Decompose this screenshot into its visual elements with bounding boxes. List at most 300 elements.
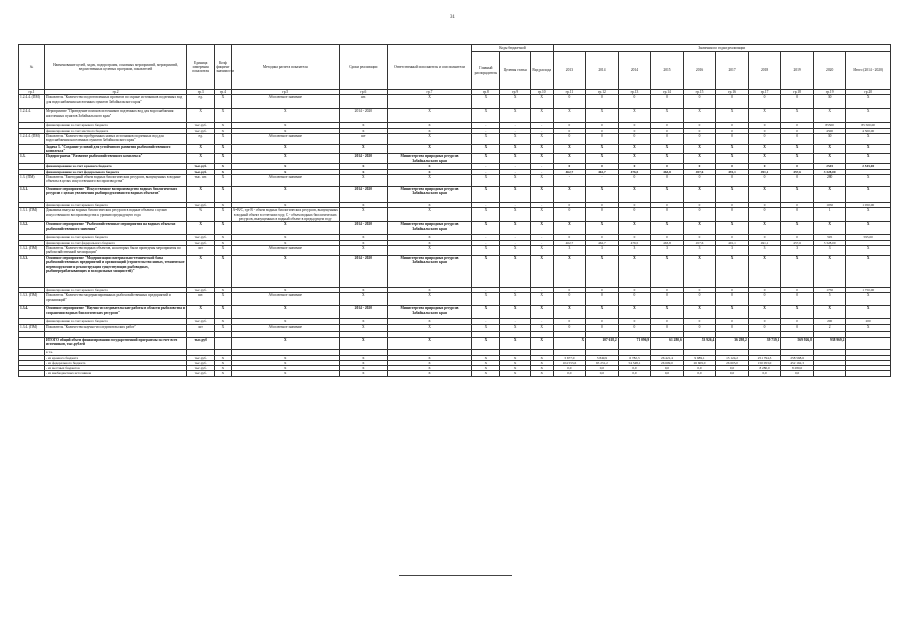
table-cell: -: [472, 203, 500, 208]
column-index-cell: гр.19: [813, 90, 846, 95]
table-cell: X: [215, 95, 231, 109]
value-cell: X: [846, 306, 891, 319]
table-cell: Министерство природных ресурсов Забайкальского края: [387, 187, 472, 203]
value-cell: 13 124,2: [716, 355, 749, 360]
table-cell: X: [530, 95, 553, 109]
table-row: [19, 175, 891, 187]
value-cell: 0: [651, 95, 684, 109]
table-cell: X: [387, 366, 472, 371]
table-cell: X: [231, 235, 339, 240]
row-name-cell: Показатель "Количество пробуренных новых источников подземных вод для водоснабжения населенных пунктов Забайкальского края": [45, 133, 187, 144]
table-cell: X: [231, 222, 339, 235]
table-cell: X: [530, 245, 553, 255]
value-cell: X: [683, 109, 716, 123]
value-cell: 39 739,1: [748, 337, 781, 349]
value-cell: 0: [716, 133, 749, 144]
value-cell: X: [846, 324, 891, 331]
value-cell: X: [586, 144, 619, 154]
value-cell: 491,1: [748, 240, 781, 245]
value-cell: 476,5: [618, 240, 651, 245]
value-cell: [813, 371, 846, 376]
table-cell: X: [215, 187, 231, 203]
value-cell: 0: [748, 293, 781, 306]
value-cell: 0: [618, 164, 651, 169]
row-name-cell: в т.ч.: [45, 349, 187, 355]
table-cell: X: [231, 337, 339, 349]
value-cell: 0,0: [586, 371, 619, 376]
value-cell: 0: [716, 319, 749, 324]
row-number-cell: 1.3.3. (ПМ): [19, 293, 45, 306]
value-cell: 457,6: [683, 240, 716, 245]
table-cell: X: [530, 293, 553, 306]
value-cell: 0: [748, 319, 781, 324]
table-row: [19, 144, 891, 154]
value-cell: 595,00: [846, 235, 891, 240]
table-cell: X: [231, 187, 339, 203]
table-cell: -: [500, 203, 530, 208]
value-cell: 0: [683, 293, 716, 306]
table-row: [19, 245, 891, 255]
row-name-cell: - из краевого бюджета: [45, 355, 187, 360]
table-cell: Абсолютное значение: [231, 175, 339, 187]
table-row: [19, 324, 891, 331]
value-cell: 0,0: [553, 366, 586, 371]
value-cell: 3 677,0: [553, 355, 586, 360]
table-cell: X: [472, 133, 500, 144]
row-name-cell: финансирование за счет краевого бюджета: [45, 319, 187, 324]
column-index-cell: гр.3: [187, 90, 215, 95]
value-cell: 0: [586, 319, 619, 324]
value-cell: 491,1: [748, 169, 781, 174]
value-cell: X: [748, 306, 781, 319]
table-cell: 2014 - 2020: [339, 255, 387, 287]
table-cell: X: [472, 175, 500, 187]
table-cell: тыс.руб.: [187, 128, 215, 133]
value-cell: 71 096,9: [618, 337, 651, 349]
table-cell: -: [500, 169, 530, 174]
table-cell: тыс.руб.: [187, 287, 215, 292]
table-cell: -: [500, 164, 530, 169]
value-cell: X: [683, 154, 716, 164]
value-cell: 0,0: [651, 366, 684, 371]
column-index-cell: гр.16: [716, 90, 749, 95]
value-cell: [846, 371, 891, 376]
value-cell: 0: [651, 319, 684, 324]
table-row: [19, 337, 891, 349]
table-cell: X: [231, 287, 339, 292]
table-cell: X: [187, 109, 215, 123]
table-cell: X: [339, 293, 387, 306]
table-cell: тыс.руб.: [187, 360, 215, 365]
table-cell: X: [387, 109, 472, 123]
program-table: [18, 44, 891, 377]
table-cell: тыс.руб.: [187, 240, 215, 245]
value-cell: 3: [618, 245, 651, 255]
value-cell: 0: [618, 123, 651, 128]
table-cell: X: [530, 371, 553, 376]
table-cell: X: [530, 360, 553, 365]
table-cell: [215, 337, 231, 349]
value-cell: 452 162,3: [781, 360, 814, 365]
value-cell: 0: [553, 208, 586, 222]
value-cell: X: [781, 109, 814, 123]
value-cell: X: [586, 255, 619, 287]
value-cell: X: [618, 109, 651, 123]
row-name-cell: финансирование за счет краевого бюджета: [45, 164, 187, 169]
value-cell: X: [553, 144, 586, 154]
table-cell: тыс.руб.: [187, 235, 215, 240]
table-cell: тыс.руб.: [187, 371, 215, 376]
table-cell: X: [339, 164, 387, 169]
table-cell: Абсолютное значение: [231, 133, 339, 144]
value-cell: 0: [651, 175, 684, 187]
table-cell: -: [500, 319, 530, 324]
value-cell: X: [716, 255, 749, 287]
table-cell: ед.: [187, 95, 215, 109]
value-cell: 104 553,6: [553, 360, 586, 365]
table-cell: X: [500, 355, 530, 360]
table-cell: X: [231, 306, 339, 319]
table-cell: X: [530, 306, 553, 319]
table-cell: X: [339, 287, 387, 292]
value-cell: 3 328,00: [813, 240, 846, 245]
table-cell: X: [339, 144, 387, 154]
value-cell: 0: [651, 133, 684, 144]
row-name-cell: Подпрограмма "Развитие рыбохозяйственного комплекса": [45, 154, 187, 164]
footer-rule: [399, 575, 512, 576]
table-cell: X: [530, 175, 553, 187]
table-cell: X: [339, 240, 387, 245]
table-cell: X: [339, 208, 387, 222]
row-name-cell: Динамика выпуска водных биологических ресурсов в водные объекты с целью искусственного воспроизводства к уровню предыдущего года: [45, 208, 187, 222]
table-row: [19, 306, 891, 319]
table-cell: X: [472, 95, 500, 109]
value-cell: 0: [748, 164, 781, 169]
table-cell: X: [387, 355, 472, 360]
table-cell: X: [500, 293, 530, 306]
table-cell: тыс.руб.: [187, 319, 215, 324]
table-cell: X: [530, 324, 553, 331]
table-cell: X: [500, 306, 530, 319]
value-cell: 0: [586, 133, 619, 144]
value-cell: 0: [716, 128, 749, 133]
value-cell: X: [748, 109, 781, 123]
table-cell: X: [387, 128, 472, 133]
table-cell: X: [472, 245, 500, 255]
table-cell: X: [500, 109, 530, 123]
value-cell: 1: [813, 208, 846, 222]
value-cell: X: [748, 255, 781, 287]
table-cell: X: [339, 324, 387, 331]
table-cell: -: [472, 164, 500, 169]
value-cell: 0: [553, 123, 586, 128]
value-cell: 0: [748, 287, 781, 292]
program-table-wrap: [18, 44, 891, 377]
header-year: 2019: [781, 52, 814, 90]
table-cell: X: [387, 245, 472, 255]
table-cell: X: [500, 175, 530, 187]
value-cell: 0: [781, 133, 814, 144]
table-cell: X: [339, 319, 387, 324]
row-number-cell: [19, 337, 45, 349]
table-cell: X: [231, 169, 339, 174]
value-cell: X: [553, 154, 586, 164]
value-cell: X: [846, 255, 891, 287]
value-cell: 3: [651, 245, 684, 255]
value-cell: 0,0: [683, 371, 716, 376]
value-cell: 0: [781, 123, 814, 128]
table-cell: X: [530, 208, 553, 222]
value-cell: 0,0: [618, 366, 651, 371]
table-cell: X: [500, 324, 530, 331]
value-cell: 200: [846, 319, 891, 324]
value-cell: 0: [683, 164, 716, 169]
table-cell: X: [500, 154, 530, 164]
table-cell: X: [387, 287, 472, 292]
value-cell: 457,6: [683, 169, 716, 174]
table-cell: X: [530, 109, 553, 123]
table-cell: X: [231, 109, 339, 123]
table-cell: -: [530, 164, 553, 169]
value-cell: 0: [748, 203, 781, 208]
value-cell: 0,0: [618, 371, 651, 376]
value-cell: 0: [683, 123, 716, 128]
value-cell: 30: [813, 95, 846, 109]
table-cell: X: [187, 154, 215, 164]
value-cell: 3: [813, 245, 846, 255]
value-cell: X: [716, 187, 749, 203]
row-name-cell: финансирование за счет краевого бюджета: [45, 235, 187, 240]
value-cell: 0: [716, 123, 749, 128]
value-cell: X: [618, 306, 651, 319]
value-cell: X: [586, 306, 619, 319]
table-cell: X: [472, 208, 500, 222]
value-cell: 0: [586, 208, 619, 222]
value-cell: X: [651, 306, 684, 319]
value-cell: 0: [651, 164, 684, 169]
table-cell: X: [231, 154, 339, 164]
table-cell: X: [387, 164, 472, 169]
row-name-cell: - из внебюджетных источников: [45, 371, 187, 376]
header-exp-type: Вид расхода: [530, 52, 553, 90]
table-cell: X: [500, 95, 530, 109]
table-cell: X: [387, 203, 472, 208]
value-cell: 0: [781, 95, 814, 109]
table-cell: -: [500, 287, 530, 292]
table-cell: X: [215, 133, 231, 144]
table-cell: X: [231, 144, 339, 154]
table-cell: X: [215, 208, 231, 222]
value-cell: 0: [683, 128, 716, 133]
value-cell: 54 348,1: [618, 360, 651, 365]
value-cell: X: [813, 222, 846, 235]
table-cell: X: [231, 319, 339, 324]
value-cell: 462,7: [586, 240, 619, 245]
value-cell: 1750: [813, 287, 846, 292]
table-cell: X: [387, 169, 472, 174]
value-cell: [846, 337, 891, 349]
value-cell: 2 545,00: [846, 164, 891, 169]
value-cell: 0: [651, 287, 684, 292]
value-cell: 0: [586, 203, 619, 208]
table-cell: X: [500, 144, 530, 154]
table-cell: X: [500, 133, 530, 144]
table-cell: %: [187, 208, 215, 222]
table-row: [19, 109, 891, 123]
table-cell: X: [472, 187, 500, 203]
value-cell: 200: [813, 319, 846, 324]
value-cell: -: [586, 175, 619, 187]
table-cell: X: [387, 324, 472, 331]
value-cell: X: [618, 144, 651, 154]
value-cell: 0: [651, 123, 684, 128]
row-name-cell: финансирование за счет краевого бюджета: [45, 123, 187, 128]
value-cell: 0: [651, 235, 684, 240]
value-cell: 61 280,6: [651, 337, 684, 349]
table-cell: -: [472, 287, 500, 292]
table-cell: X: [215, 355, 231, 360]
table-cell: X: [339, 360, 387, 365]
value-cell: X: [846, 208, 891, 222]
value-cell: 0: [716, 175, 749, 187]
value-cell: 0: [553, 128, 586, 133]
value-cell: 26 605,0: [716, 360, 749, 365]
table-cell: 2014 - 2020: [339, 109, 387, 123]
row-number-cell: 1.2.4.4.: [19, 109, 45, 123]
table-cell: X: [387, 371, 472, 376]
table-cell: X: [472, 255, 500, 287]
table-cell: Абсолютное значение: [231, 245, 339, 255]
value-cell: X: [618, 255, 651, 287]
value-cell: 0: [781, 287, 814, 292]
row-name-cell: Показатель "Количество модернизированных рыбохозяйственных предприятий и организаций": [45, 293, 187, 306]
table-cell: A=B/C, где B - объем водных биологических ресурсов, выпущенных в водный объект в отчетном году, C - объем водных биологических ресурсов, выпущенных в водный объект в предыдущем году: [232, 208, 338, 221]
value-cell: 280: [813, 175, 846, 187]
value-cell: 0: [683, 287, 716, 292]
value-cell: 0,0: [716, 366, 749, 371]
table-cell: тыс.руб.: [187, 123, 215, 128]
table-cell: Министерство природных ресурсов Забайкальского края: [387, 154, 472, 164]
table-cell: X: [215, 287, 231, 292]
table-cell: X: [472, 337, 500, 349]
table-cell: X: [231, 355, 339, 360]
table-cell: X: [472, 360, 500, 365]
column-index-cell: гр.5: [231, 90, 339, 95]
table-cell: X: [215, 222, 231, 235]
row-name-cell: - из федерального бюджета: [45, 360, 187, 365]
header-method: Методика расчета показателя: [231, 45, 339, 90]
header-year: 2015: [651, 52, 684, 90]
value-cell: 0: [716, 324, 749, 331]
table-cell: X: [387, 144, 472, 154]
table-cell: X: [215, 360, 231, 365]
row-name-cell: Показатель "Количество водных объектов, на которых были проведены мероприятия по рыбохозяйственной мелиорации": [45, 245, 187, 255]
table-cell: -: [500, 128, 530, 133]
value-cell: 0: [651, 208, 684, 222]
value-cell: X: [846, 222, 891, 235]
value-cell: 36 298,2: [716, 337, 749, 349]
value-cell: 0: [716, 203, 749, 208]
table-cell: X: [387, 208, 472, 222]
table-cell: X: [231, 371, 339, 376]
table-cell: шт.: [339, 95, 387, 109]
value-cell: X: [683, 306, 716, 319]
table-cell: тыс.руб.: [187, 164, 215, 169]
table-cell: X: [500, 371, 530, 376]
value-cell: X: [813, 144, 846, 154]
value-cell: 53 926,4: [683, 337, 716, 349]
value-cell: 0: [618, 128, 651, 133]
value-cell: 0,0: [586, 366, 619, 371]
value-cell: X: [781, 306, 814, 319]
value-cell: 0: [716, 293, 749, 306]
row-name-cell: ИТОГО общий объем финансирования государственной программы за счет всех источников, тыс.рублей: [45, 337, 187, 349]
table-cell: X: [215, 169, 231, 174]
column-index-cell: гр.18: [781, 90, 814, 95]
table-cell: X: [387, 293, 472, 306]
table-cell: X: [215, 235, 231, 240]
table-cell: -: [530, 287, 553, 292]
value-cell: X: [813, 306, 846, 319]
value-cell: X: [651, 255, 684, 287]
value-cell: X: [846, 175, 891, 187]
table-cell: X: [500, 245, 530, 255]
value-cell: 0: [716, 235, 749, 240]
value-cell: 0: [553, 293, 586, 306]
value-cell: X: [813, 187, 846, 203]
table-cell: X: [231, 366, 339, 371]
value-cell: 462,7: [586, 169, 619, 174]
value-cell: 0: [683, 203, 716, 208]
value-cell: 0: [553, 203, 586, 208]
value-cell: 8 280,0: [781, 366, 814, 371]
value-cell: 6 782,3: [618, 355, 651, 360]
value-cell: 2: [813, 324, 846, 331]
table-cell: X: [500, 187, 530, 203]
value-cell: X: [553, 337, 586, 349]
table-cell: Министерство природных ресурсов Забайкальского края: [387, 222, 472, 235]
table-cell: 2014 - 2020: [339, 222, 387, 235]
value-cell: 569 926,8: [781, 337, 814, 349]
table-row: [19, 187, 891, 203]
table-cell: X: [187, 144, 215, 154]
value-cell: X: [618, 187, 651, 203]
value-cell: 0,0: [553, 371, 586, 376]
table-cell: X: [472, 306, 500, 319]
value-cell: 9 689,1: [683, 355, 716, 360]
table-cell: X: [472, 154, 500, 164]
header-year: 2013: [553, 52, 586, 90]
row-name-cell: финансирование за счет местного бюджета: [45, 128, 187, 133]
table-cell: X: [215, 245, 231, 255]
value-cell: 0: [716, 164, 749, 169]
value-cell: 0: [716, 208, 749, 222]
value-cell: 0: [618, 175, 651, 187]
value-cell: X: [716, 222, 749, 235]
column-index-cell: гр.10: [530, 90, 553, 95]
table-cell: X: [387, 319, 472, 324]
table-cell: X: [215, 175, 231, 187]
header-no: №: [19, 45, 45, 90]
table-cell: X: [215, 366, 231, 371]
value-cell: X: [553, 306, 586, 319]
value-cell: X: [651, 187, 684, 203]
table-cell: -: [500, 235, 530, 240]
table-cell: X: [500, 366, 530, 371]
header-year: 2014: [618, 52, 651, 90]
row-number-cell: 1.3.1. (ПМ): [19, 208, 45, 222]
table-cell: Абсолютное значение: [231, 293, 339, 306]
